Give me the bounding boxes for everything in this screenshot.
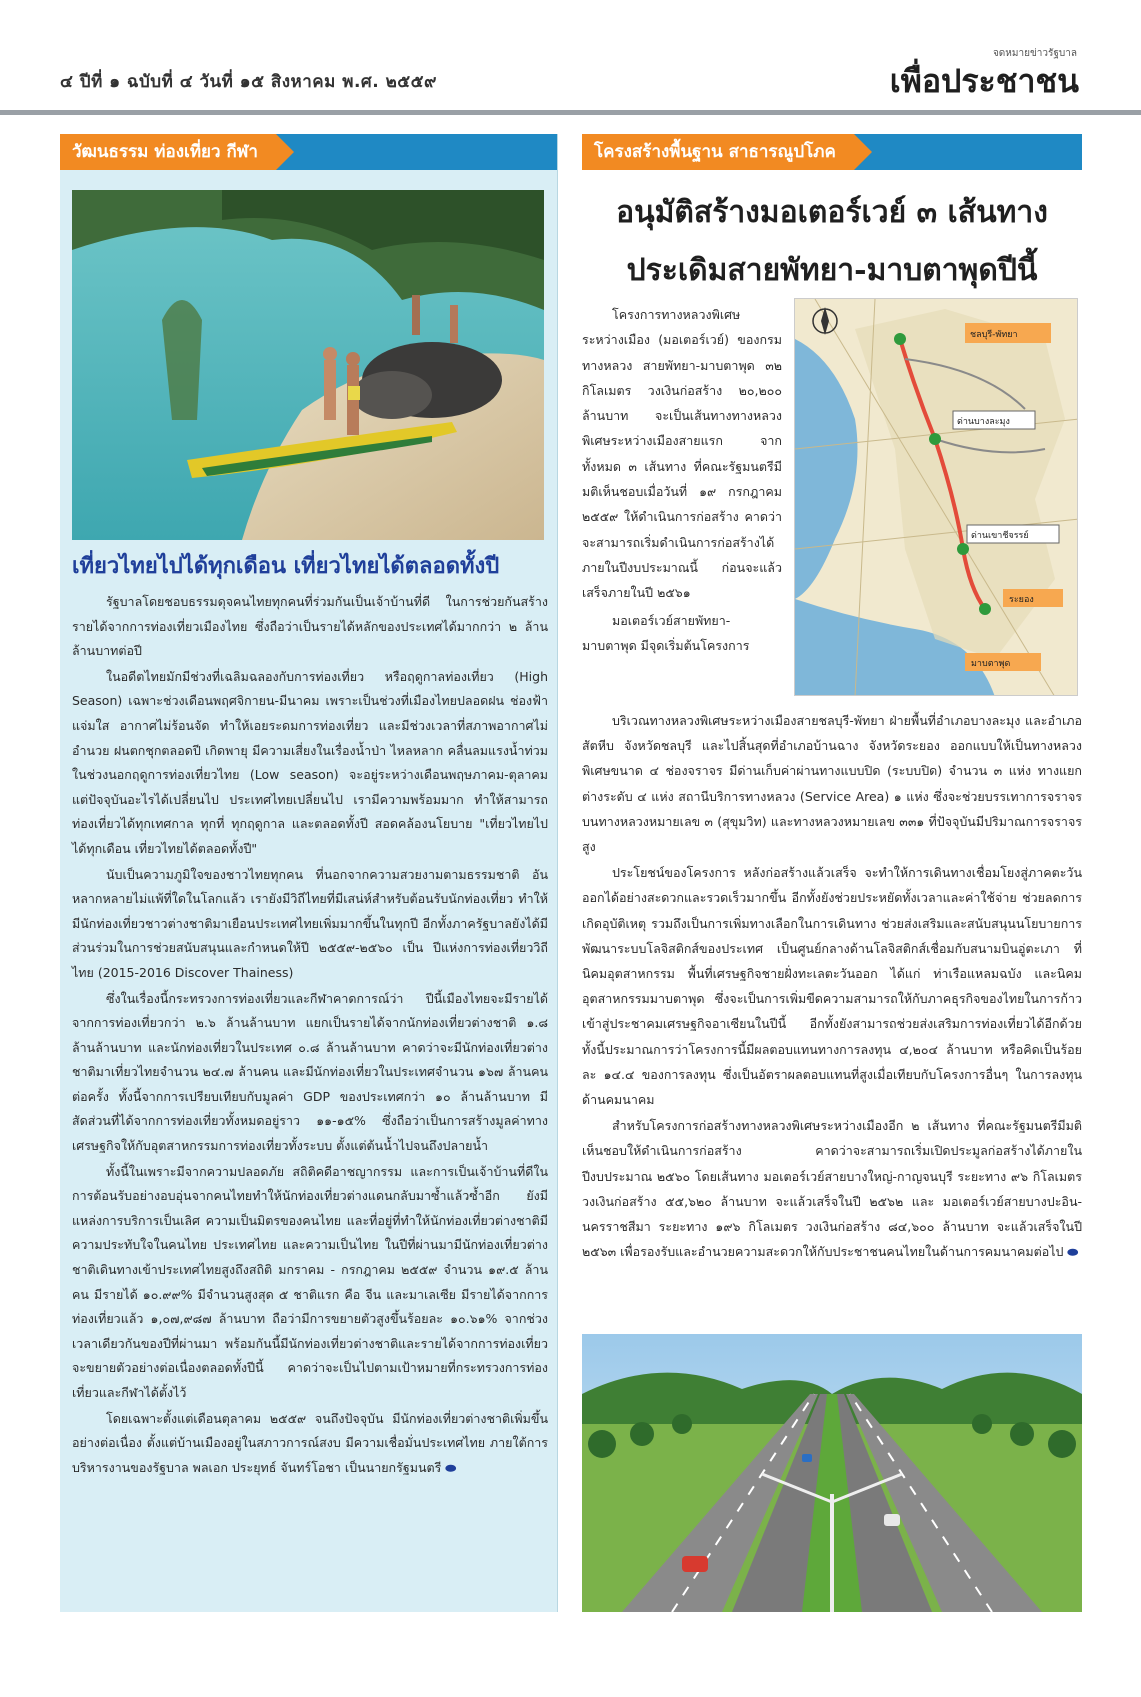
map-label: ด่านบางละมุง <box>957 417 1010 427</box>
end-mark-icon: ⬬ <box>445 1459 457 1475</box>
masthead <box>0 0 1141 118</box>
tourism-paragraph: ในอดีตไทยมักมีช่วงที่เฉลิมฉลองกับการท่องเที่ยว หรือฤดูกาลท่องเที่ยว (High Season) เฉพาะช่วงเดือนพฤศจิกายน-มีนาคม เพราะเป็นช่วงที่เมืองไทยปลอดฝน ช่องฟ้าแจ่มใส อากาศไม่ร้อนจัด ทำให้เอยระดมการท่องเที่ยว และมีช่วงเวลาที่สภาพอากาศไม่อำนวย ฝนตกชุกตลอดปี เกิดพายุ มีความเสี่ยงในเรื่องน้ำป่า ไหลหลาก คลื่นลมแรงน้ำท่วม ในช่วงนอกฤดูการท่องเที่ยวไทย (Low season) จะอยู่ระหว่างเดือนพฤษภาคม-ตุลาคม แต่ปัจจุบันอะไรได้เปลี่ยนไป ประเทศไทยเปลี่ยนไป เรามีความพร้อมมาก ทำให้สามารถท่องเที่ยวได้ทุกเทศกาล ทุกที่ ทุกฤดูกาล และตลอดทั้งปี สอดคล้องนโยบาย "เที่ยวไทยไปได้ทุกเดือน เที่ยวไทยได้ตลอดทั้งปี" <box>72 668 548 856</box>
tourism-paragraph: นับเป็นความภูมิใจของชาวไทยทุกคน ที่นอกจากความสวยงามตามธรรมชาติ อันหลากหลายไม่แพ้ที่ใดในโลกแล้ว เรายังมีวิถีไทยที่มีเสน่ห์สำหรับต้อนรับนักท่องเที่ยว ทำให้มีนักท่องเที่ยวชาวต่างชาติมาเยือนประเทศไทยเพิ่มมากขึ้นในทุกปี อีกทั้งภาครัฐบาลยังได้มีส่วนร่วมในการช่วยสนับสนุนและกำหนดให้ปี ๒๕๕๙-๒๕๖๐ เป็น ปีแห่งการท่องเที่ยววิถีไทย (2015-2016 Discover Thainess) <box>72 866 548 980</box>
section-bar-infrastructure <box>582 134 1082 170</box>
motorway-paragraph: มอเตอร์เวย์สายพัทยา-มาบตาพุด มีจุดเริ่มต้นโครงการ <box>582 612 750 653</box>
tourism-headline: เที่ยวไทยไปได้ทุกเดือน เที่ยวไทยได้ตลอดทั้งปี <box>72 554 500 579</box>
brand-title: เพื่อประชาชน <box>889 62 1079 100</box>
motorway-article-body <box>582 708 1082 1265</box>
tourism-paragraph: ซึ่งในเรื่องนี้กระทรวงการท่องเที่ยวและกีฬาคาดการณ์ว่า ปีนี้เมืองไทยจะมีรายได้จากการท่องเที่ยวกว่า ๒.๖ ล้านล้านบาท แยกเป็นรายได้จากนักท่องเที่ยวต่างชาติ ๑.๘ ล้านล้านบาท และนักท่องเที่ยวในประเทศ ๐.๘ ล้านล้านบาท คาดว่าจะมีนักท่องเที่ยวต่างชาติมาเที่ยวไทยจำนวน ๒๔.๗ ล้านคน และมีนักท่องเที่ยวในประเทศจำนวน ๑๖๗ ล้านคนต่อครั้ง ทั้งนี้จากการเปรียบเทียบกับมูลค่า GDP ของประเทศกว่า ๑๐ ล้านล้านบาท มีสัดส่วนที่ได้จากการท่องเที่ยวทั้งหมดอยู่ราว ๑๑-๑๕% ซึ่งถือว่าเป็นการสร้างมูลค่าทางเศรษฐกิจให้กับอุตสาหกรรมการท่องเที่ยวทั้งระบบ ตั้งแต่ต้นน้ำไปจนถึงปลายน้ำ <box>72 990 548 1154</box>
end-mark-icon: ⬬ <box>1067 1244 1079 1260</box>
motorway-headline <box>582 184 1082 300</box>
motorway-headline-line-1: อนุมัติสร้างมอเตอร์เวย์ ๓ เส้นทาง <box>616 195 1048 230</box>
page-meta: ๔ ปีที่ ๑ ฉบับที่ ๔ วันที่ ๑๕ สิงหาคม พ.ศ. ๒๕๕๙ <box>60 72 437 92</box>
section-tag-infrastructure: โครงสร้างพื้นฐาน สาธารณูปโภค <box>582 134 854 170</box>
map-label: ชลบุรี-พัทยา <box>970 330 1018 340</box>
tourism-column <box>60 134 558 1612</box>
brand-kicker: จดหมายข่าวรัฐบาล <box>992 48 1077 59</box>
motorway-paragraph-text: สำหรับโครงการก่อสร้างทางหลวงพิเศษระหว่างเมืองอีก ๒ เส้นทาง ที่คณะรัฐมนตรีมีมติเห็นชอบให้ดำเนินการก่อสร้าง คาดว่าจะสามารถเริ่มเปิดประมูลก่อสร้างได้ภายในปีงบประมาณ ๒๕๖๐ โดยเส้นทาง มอเตอร์เวย์สายบางใหญ่-กาญจนบุรี ระยะทาง ๙๖ กิโลเมตร วงเงินก่อสร้าง ๕๕,๖๒๐ ล้านบาท จะแล้วเสร็จในปี ๒๕๖๒ และ มอเตอร์เวย์สายบางปะอิน-นครราชสีมา ระยะทาง ๑๙๖ กิโลเมตร วงเงินก่อสร้าง ๘๔,๖๐๐ ล้านบาท จะแล้วเสร็จในปี ๒๕๖๓ เพื่อรองรับและอำนวยความสะดวกให้กับประชาชนคนไทยในด้านการคมนาคมต่อไป <box>582 1118 1082 1260</box>
motorway-paragraph: ประโยชน์ของโครงการ หลังก่อสร้างแล้วเสร็จ จะทำให้การเดินทางเชื่อมโยงสู่ภาคตะวันออกได้อย่างสะดวกและรวดเร็วมากขึ้น อีกทั้งยังช่วยประหยัดทั้งเวลาและค่าใช้จ่าย ช่วยลดการเกิดอุบัติเหตุ รวมถึงเป็นการเพิ่มทางเลือกในการเดินทาง ช่วยส่งเสริมและสนับสนุนนโยบายการพัฒนาระบบโลจิสติกส์ของประเทศ เป็นศูนย์กลางด้านโลจิสติกส์เชื่อมกับสนามบินอู่ตะเภา ที่นิคมอุตสาหกรรม พื้นที่เศรษฐกิจชายฝั่งทะเลตะวันออก ได้แก่ ท่าเรือแหลมฉบัง และนิคมอุตสาหกรรมมาบตาพุด ซึ่งจะเป็นการเพิ่มขีดความสามารถให้กับภาคธุรกิจของไทยในการก้าวเข้าสู่ประชาคมเศรษฐกิจอาเซียนในปีนี้ อีกทั้งยังสามารถช่วยส่งเสริมการท่องเที่ยวได้อีกด้วย ทั้งนี้ประมาณการว่าโครงการนี้มีผลตอบแทนทางการลงทุน ๔,๒๐๔ ล้านบาท หรือคิดเป็นร้อยละ ๑๔.๔ ของการลงทุน ซึ่งเป็นอัตราผลตอบแทนที่สูงเมื่อเทียบกับโครงการอื่นๆ ในการลงทุนด้านคมนาคม <box>582 865 1082 1108</box>
motorway-paragraph: โครงการทางหลวงพิเศษระหว่างเมือง (มอเตอร์เวย์) ของกรมทางหลวง สายพัทยา-มาบตาพุด ๓๒ กิโลเมตร วงเงินก่อสร้าง ๒๐,๒๐๐ ล้านบาท จะเป็นเส้นทางทางหลวงพิเศษระหว่างเมืองสายแรก จากทั้งหมด ๓ เส้นทาง ที่คณะรัฐมนตรีมีมติเห็นชอบเมื่อวันที่ ๑๙ กรกฎาคม ๒๕๕๙ ให้ดำเนินการก่อสร้าง คาดว่าจะสามารถเริ่มดำเนินการก่อสร้างได้ภายในปีงบประมาณนี้ ก่อนจะแล้วเสร็จภายในปี ๒๕๖๑ <box>582 307 782 601</box>
tourism-paragraph: รัฐบาลโดยชอบธรรมดุจคนไทยทุกคนที่ร่วมกันเป็นเจ้าบ้านที่ดี ในการช่วยกันสร้างรายได้จากการท่องเที่ยวเมืองไทย ซึ่งถือว่าเป็นรายได้หลักของประเทศได้มากกว่า ๒ ล้านล้านบาทต่อปี <box>72 594 548 659</box>
motorway-paragraph <box>582 1113 1082 1264</box>
motorway-headline-line-2: ประเดิมสายพัทยา-มาบตาพุดปีนี้ <box>626 253 1038 288</box>
tourism-paragraph-text: โดยเฉพาะตั้งแต่เดือนตุลาคม ๒๕๕๙ จนถึงปัจจุบัน มีนักท่องเที่ยวต่างชาติเพิ่มขึ้นอย่างต่อเนื่อง ตั้งแต่บ้านเมืองอยู่ในสภาวการณ์สงบ มีความเชื่อมั่นประเทศไทย ภายใต้การบริหารงานของรัฐบาล พลเอก ประยุทธ์ จันทร์โอชา เป็นนายกรัฐมนตรี <box>72 1410 548 1475</box>
section-bar-tourism <box>60 134 557 170</box>
map-label: ระยอง <box>1009 595 1034 605</box>
masthead-rule <box>0 110 1141 115</box>
infrastructure-column <box>582 134 1082 1612</box>
beach-photo <box>72 190 544 540</box>
motorway-route-map <box>794 298 1078 696</box>
tourism-paragraph <box>72 1407 548 1481</box>
motorway-intro-body <box>582 302 782 660</box>
section-tag-tourism: วัฒนธรรม ท่องเที่ยว กีฬา <box>60 134 276 170</box>
motorway-rendering-photo <box>582 1334 1082 1612</box>
tourism-article-body <box>72 590 548 1481</box>
map-label: ด่านเขาชีจรรย์ <box>971 531 1029 541</box>
tourism-paragraph: ทั้งนี้ในเพราะมีจากความปลอดภัย สถิติคดีอาชญากรรม และการเป็นเจ้าบ้านที่ดีในการต้อนรับอย่างอบอุ่นจากคนไทยทำให้นักท่องเที่ยวต่างแดนกลับมาซ้ำแล้วซ้ำอีก ยังมีแหล่งการบริการเป็นเลิศ ความเป็นมิตรของคนไทย และที่อยู่ที่ทำให้นักท่องเที่ยวต่างชาติมีความประทับใจในคนไทย ประเทศไทย และความเป็นไทย ในปีที่ผ่านมามีนักท่องเที่ยวต่างชาติเดินทางเข้าประเทศไทยสูงถึงสถิติ มกราคม - กรกฎาคม ๒๕๕๙ จำนวน ๑๙.๕ ล้านคน มีรายได้ ๑๐.๙๙% มีจำนวนสูงสุด ๕ ชาติแรก คือ จีน และมาเลเซีย มีรายได้จากการท่องเที่ยวแล้ว ๑,๐๗,๙๘๗ ล้านบาท ถือว่ามีการขยายตัวสูงขึ้นร้อยละ ๑๐.๖๑% จากช่วงเวลาเดียวกันของปีที่ผ่านมา พร้อมกันนี้มีนักท่องเที่ยวต่างชาติและรายได้จากการท่องเที่ยว จะขยายตัวอย่างต่อเนื่องตลอดทั้งปีนี้ คาดว่าจะเป็นไปตามเป้าหมายที่กระทรวงการท่องเที่ยวและกีฬาได้ตั้งไว้ <box>72 1163 548 1400</box>
map-label: มาบตาพุด <box>971 659 1011 669</box>
motorway-paragraph: บริเวณทางหลวงพิเศษระหว่างเมืองสายชลบุรี-พัทยา ฝ่ายพื้นที่อำเภอบางละมุง และอำเภอสัตหีบ จังหวัดชลบุรี และไปสิ้นสุดที่อำเภอบ้านฉาง จังหวัดระยอง ออกแบบให้เป็นทางหลวงพิเศษขนาด ๔ ช่องจราจร มีด่านเก็บค่าผ่านทางแบบปิด (ระบบปิด) จำนวน ๓ แห่ง ทางแยกต่างระดับ ๔ แห่ง สถานีบริการทางหลวง (Service Area) ๑ แห่ง ซึ่งจะช่วยบรรเทาการจราจรบนทางหลวงหมายเลข ๓ (สุขุมวิท) และทางหลวงหมายเลข ๓๓๑ ที่ปัจจุบันมีปริมาณการจราจรสูง <box>582 713 1082 855</box>
